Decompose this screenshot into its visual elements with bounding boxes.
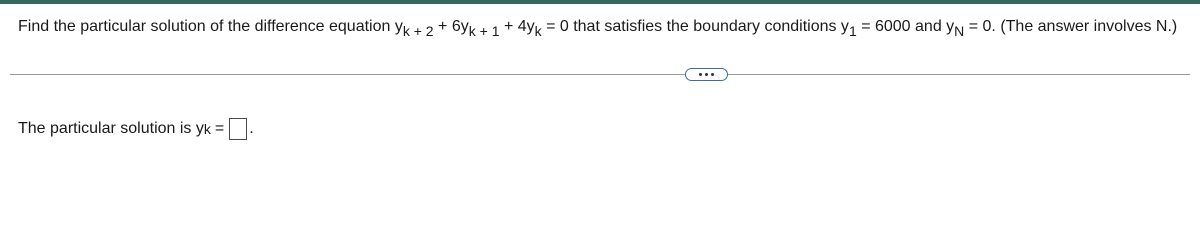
answer-equals: = — [214, 120, 225, 137]
answer-period: . — [249, 120, 254, 137]
top-accent-bar — [0, 0, 1200, 4]
ellipsis-icon — [711, 73, 714, 76]
answer-input-box[interactable] — [229, 118, 247, 140]
ellipsis-icon — [699, 73, 702, 76]
boundary-condition-1: = 0 that satisfies the boundary conditions $y_1$ — [546, 18, 857, 39]
question-text — [18, 14, 1193, 40]
question-prefix: Find the particular solution of the difference equation — [18, 18, 391, 35]
section-divider — [10, 74, 1190, 75]
ellipsis-icon — [705, 73, 708, 76]
answer-label: The particular solution is y — [18, 120, 204, 137]
expand-more-button[interactable] — [685, 68, 728, 81]
difference-equation: $y_{k + 2} + 6y_{k + 1} + 4y_k$ — [394, 18, 542, 39]
boundary-condition-2: = 6000 and $y_N$ — [861, 18, 965, 39]
answer-row: The particular solution is y k = . — [18, 116, 254, 142]
question-suffix: = 0. (The answer involves N.) — [968, 18, 1178, 35]
